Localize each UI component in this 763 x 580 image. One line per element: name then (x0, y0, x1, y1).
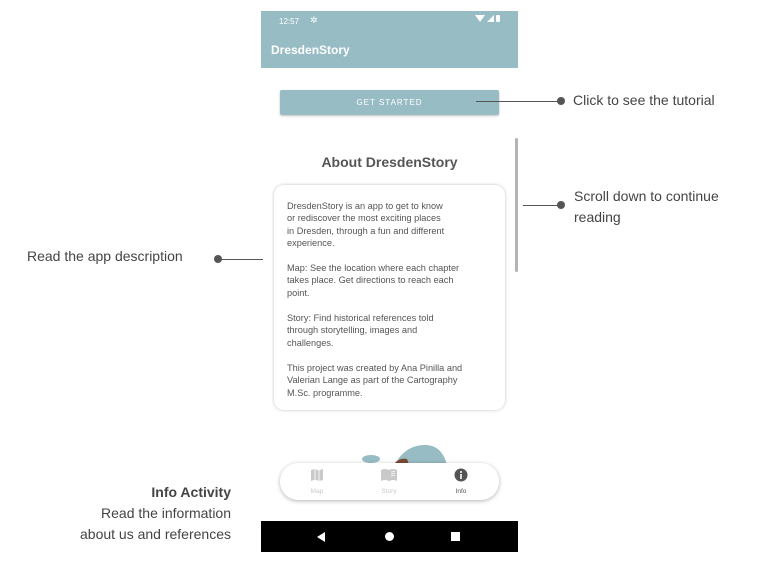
annotation-info-block (40, 482, 231, 545)
status-icons (475, 15, 500, 22)
annotation-info-line2: about us and references (80, 526, 231, 542)
annotation-tutorial-line (476, 101, 560, 102)
wifi-icon (475, 15, 485, 22)
about-title: About DresdenStory (321, 154, 458, 170)
gear-icon: ✲ (310, 15, 318, 25)
annotation-info-title: Info Activity (151, 484, 231, 500)
battery-icon (496, 15, 500, 22)
annotation-description-text: Read the app description (27, 248, 183, 264)
app-bar (261, 33, 518, 68)
annotation-tutorial-text: Click to see the tutorial (573, 92, 715, 108)
system-navigation-bar (261, 521, 518, 552)
about-description-card[interactable] (274, 185, 505, 410)
nav-item-info[interactable] (436, 468, 486, 495)
book-icon (380, 468, 398, 482)
nav-item-map[interactable] (292, 468, 342, 495)
home-icon[interactable] (385, 532, 394, 541)
recents-icon[interactable] (451, 532, 460, 541)
signal-icon (487, 15, 494, 22)
annotation-description-line (218, 259, 263, 260)
annotation-scroll-line (523, 205, 560, 206)
nav-label-map: Map (310, 488, 324, 495)
status-time: 12:57 (279, 17, 300, 26)
annotation-info-line1: Read the information (101, 505, 231, 521)
annotation-scroll-text: Scroll down to continue reading (574, 188, 719, 225)
about-paragraph-intro: DresdenStory is an app to get to know or rediscover the most exciting places in Dresden, through a fun and different experience. (287, 201, 445, 248)
phone-screen (261, 11, 518, 552)
back-icon[interactable] (317, 532, 325, 542)
status-bar (261, 11, 518, 33)
about-paragraph-map: Map: See the location where each chapter takes place. Get directions to reach each point. (287, 263, 460, 298)
annotation-tutorial-dot (557, 97, 565, 105)
nav-item-story[interactable] (364, 468, 414, 495)
annotation-scroll-dot (557, 201, 565, 209)
about-paragraph-credits: This project was created by Ana Pinilla and Valerian Lange as part of the Cartography M.Sc. programme. (287, 362, 463, 398)
app-title: DresdenStory (271, 43, 350, 57)
about-paragraph-story: Story: Find historical references told through storytelling, images and challenges. (287, 313, 434, 348)
get-started-button[interactable]: GET STARTED (280, 90, 499, 115)
nav-label-info: Info (455, 488, 467, 495)
nav-label-story: Story (381, 488, 397, 495)
bottom-navigation (280, 463, 499, 500)
map-icon (310, 468, 324, 482)
info-icon (454, 468, 468, 482)
